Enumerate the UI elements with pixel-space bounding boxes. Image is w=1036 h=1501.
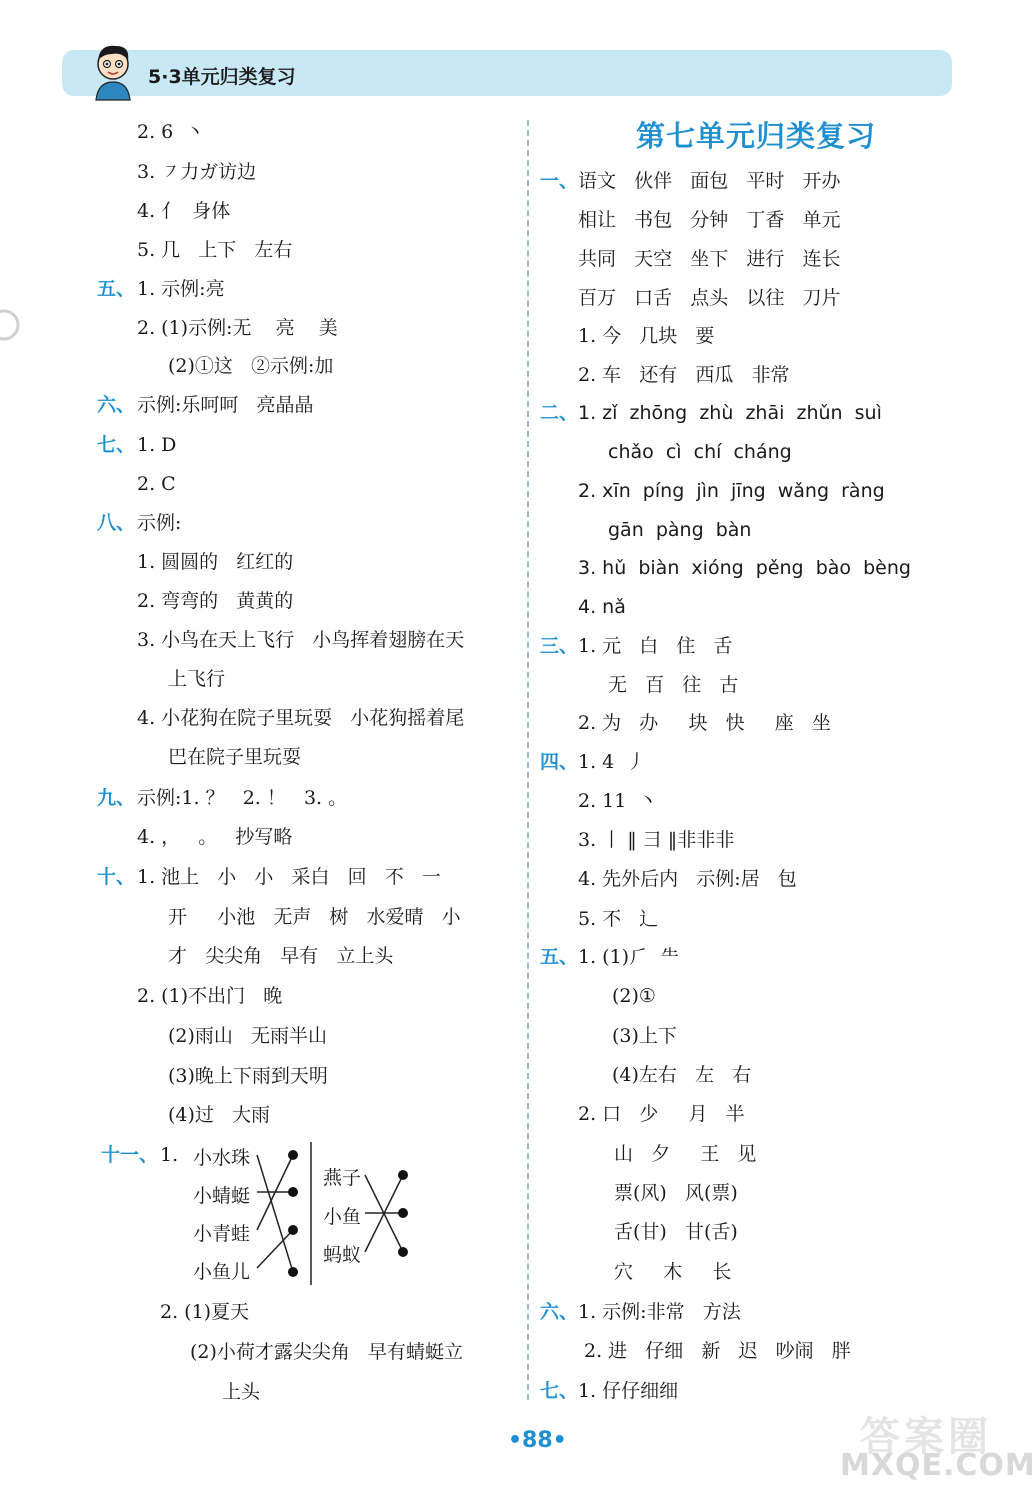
match-dot <box>398 1247 408 1257</box>
answer-line: 1. 圆圆的 红红的 <box>137 551 294 573</box>
answer-line: 3. hǔ biàn xióng pěng bào bèng <box>578 557 911 579</box>
section-label: 七、 <box>540 1380 579 1402</box>
match-dot <box>288 1225 298 1235</box>
section-label: 九、 <box>97 787 136 809</box>
answer-line: (2)小荷才露尖尖角 早有蜻蜓立 <box>190 1341 464 1363</box>
answer-line: 1. D <box>137 434 177 456</box>
answer-line: 1. <box>160 1144 179 1166</box>
answer-line: 山 夕 王 见 <box>614 1143 757 1165</box>
answer-line: (3)上下 <box>612 1025 677 1047</box>
watermark-url: MXQE.COM <box>840 1448 1036 1483</box>
answer-line: 百万 口舌 点头 以往 刀片 <box>578 287 841 309</box>
answer-line: 才 尖尖角 早有 立上头 <box>168 945 394 967</box>
answer-line: 1. 示例:非常 方法 <box>578 1301 741 1323</box>
answer-line: 4. ， 。 抄写略 <box>137 826 293 848</box>
section-label: 七、 <box>97 434 136 456</box>
answer-line: 示例:乐呵呵 亮晶晶 <box>137 394 314 416</box>
match-dot <box>288 1187 298 1197</box>
match-right-item: 蚂蚁 <box>323 1244 362 1266</box>
header-title: 5·3单元归类复习 <box>148 66 296 88</box>
answer-line: (4)左右 左 右 <box>612 1064 752 1086</box>
answer-line: 2. (1)夏天 <box>160 1301 250 1323</box>
section-label: 三、 <box>540 635 579 657</box>
section-label: 四、 <box>540 751 579 773</box>
matching-diagram <box>185 1140 425 1290</box>
watermark-logo: 答案圈 <box>860 1414 992 1460</box>
answer-line: 示例: <box>137 512 182 534</box>
answer-line: 1. zǐ zhōng zhù zhāi zhǔn suì <box>578 402 882 424</box>
answer-line: 3. 丨 ‖ 彐 ‖非非非 <box>578 829 735 851</box>
match-left-item: 小水珠 <box>193 1147 251 1169</box>
answer-line: 1. 今 几块 要 <box>578 325 715 347</box>
section-label: 五、 <box>97 278 136 300</box>
answer-line: 共同 天空 坐下 进行 连长 <box>578 248 841 270</box>
unit-title: 第七单元归类复习 <box>636 119 877 153</box>
answer-line: 票(风) 风(票) <box>614 1182 738 1204</box>
section-label: 五、 <box>540 946 579 968</box>
match-left-item: 小鱼儿 <box>193 1261 251 1283</box>
match-left-item: 小蜻蜓 <box>193 1185 251 1207</box>
match-left-item: 小青蛙 <box>193 1223 251 1245</box>
section-label: 六、 <box>540 1301 579 1323</box>
answer-line: 上飞行 <box>168 668 226 690</box>
answer-line: (2)雨山 无雨半山 <box>168 1025 328 1047</box>
answer-line: (4)过 大雨 <box>168 1104 271 1126</box>
section-label: 八、 <box>97 512 136 534</box>
answer-line: 4. 小花狗在院子里玩耍 小花狗摇着尾 <box>137 707 465 729</box>
answer-line: 5. 不 辶 <box>578 908 659 930</box>
answer-line: 2. 车 还有 西瓜 非常 <box>578 364 790 386</box>
answer-line: 1. 4 丿 <box>578 751 646 773</box>
answer-line: 4. nǎ <box>578 596 626 618</box>
match-dot <box>398 1208 408 1218</box>
answer-line: 穴 木 长 <box>614 1261 732 1283</box>
answer-line: 2. (1)不出门 晚 <box>137 985 283 1007</box>
answer-line: 1. 示例:亮 <box>137 278 225 300</box>
mascot-boy-icon <box>88 40 138 100</box>
match-dot <box>398 1170 408 1180</box>
answer-line: 2. 6 丶 <box>137 121 205 143</box>
answer-line: 语文 伙伴 面包 平时 开办 <box>578 170 841 192</box>
column-divider <box>527 120 529 1400</box>
answer-line: 3. ㇇力ガ访边 <box>137 161 257 183</box>
answer-line: 2. 11 丶 <box>578 790 658 812</box>
answer-line: 3. 小鸟在天上飞行 小鸟挥着翅膀在天 <box>137 629 465 651</box>
answer-line: gān pàng bàn <box>608 519 752 541</box>
section-label: 二、 <box>540 402 579 424</box>
answer-line: 2. 弯弯的 黄黄的 <box>137 590 294 612</box>
section-label: 十一、 <box>101 1144 159 1166</box>
answer-line: 4. 先外后内 示例:居 包 <box>578 868 797 890</box>
answer-line: (2)①这 ②示例:加 <box>168 355 334 377</box>
answer-line: 5. 几 上下 左右 <box>137 239 293 261</box>
answer-line: 示例:1. ？ 2. ！ 3. 。 <box>137 787 348 809</box>
answer-line: chǎo cì chí cháng <box>608 441 792 463</box>
answer-line: 相让 书包 分钟 丁香 单元 <box>578 209 841 231</box>
match-right-item: 小鱼 <box>323 1206 362 1228</box>
answer-line: 1. 仔仔细细 <box>578 1380 679 1402</box>
answer-line: 2. 为 办 块 快 座 坐 <box>578 712 831 734</box>
binding-mark-icon <box>0 300 30 350</box>
answer-line: 2. 口 少 月 半 <box>578 1103 745 1125</box>
page-number: •88• <box>508 1428 567 1453</box>
answer-line: 开 小池 无声 树 水爱晴 小 <box>168 906 461 928</box>
answer-line: 巴在院子里玩耍 <box>168 746 302 768</box>
answer-line: 1. (1)⺁ ⺧ <box>578 946 680 968</box>
answer-line: (3)晚上下雨到天明 <box>168 1065 328 1087</box>
answer-line: 4. 亻 身体 <box>137 200 231 222</box>
answer-line: (2)① <box>612 985 656 1007</box>
answer-line: 2. xīn píng jìn jīng wǎng ràng <box>578 480 885 502</box>
answer-line: 1. 池上 小 小 采白 回 不 一 <box>137 866 441 888</box>
answer-line: 2. C <box>137 473 176 495</box>
answer-line: 2. (1)示例:无 亮 美 <box>137 317 338 339</box>
section-label: 十、 <box>97 866 136 888</box>
section-label: 六、 <box>97 394 136 416</box>
match-right-item: 燕子 <box>323 1167 362 1189</box>
match-dot <box>288 1267 298 1277</box>
answer-line: 上头 <box>222 1381 261 1403</box>
answer-line: 无 百 往 古 <box>608 674 739 696</box>
answer-line: 舌(甘) 甘(舌) <box>614 1221 738 1243</box>
answer-line: 2. 进 仔细 新 迟 吵闹 胖 <box>584 1340 851 1362</box>
section-label: 一、 <box>540 170 579 192</box>
match-dot <box>288 1150 298 1160</box>
answer-line: 1. 元 白 住 舌 <box>578 635 733 657</box>
